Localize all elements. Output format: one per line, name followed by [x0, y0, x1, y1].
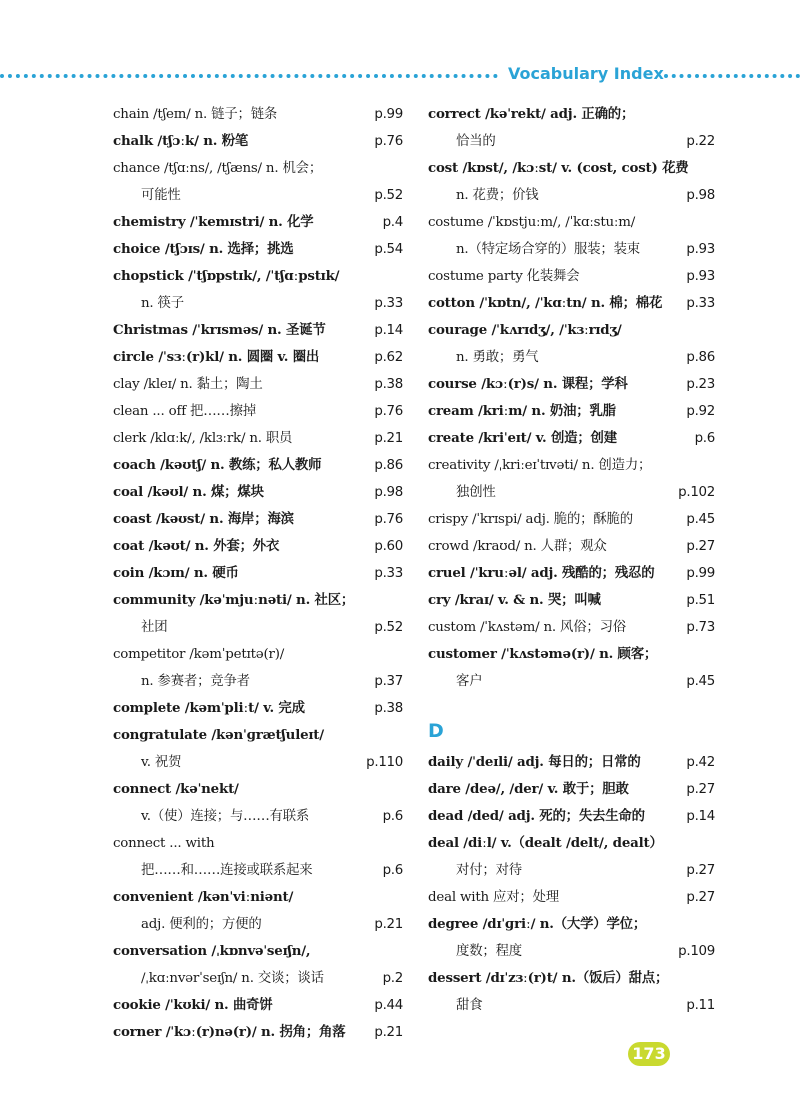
- vocab-page-ref: p.51: [686, 593, 715, 608]
- vocab-page-ref: p.110: [366, 755, 403, 770]
- vocab-page-ref: p.21: [374, 431, 403, 446]
- vocab-entry-text: crispy /ˈkrɪspi/ adj. 脆的；酥脆的: [428, 512, 633, 527]
- vocab-entry-text: connect ... with: [113, 836, 215, 851]
- vocab-entry-line: [428, 992, 715, 1019]
- vocab-entry-line: [428, 614, 715, 641]
- vocab-entry-line: [428, 263, 715, 290]
- vocab-entry-text: coin /kɔɪn/ n. 硬币: [113, 565, 239, 581]
- vocab-entry-text: chain /tʃeɪn/ n. 链子；链条: [113, 107, 278, 122]
- vocab-page-ref: p.76: [374, 134, 403, 149]
- vocab-entry-text: correct /kəˈrekt/ adj. 正确的；: [428, 106, 635, 122]
- vocab-entry-line: [113, 479, 403, 506]
- vocab-page-ref: p.45: [686, 512, 715, 527]
- vocab-entry-line: [428, 533, 715, 560]
- vocab-entry-text: 可能性: [141, 188, 181, 203]
- vocab-entry-text: chemistry /ˈkemɪstri/ n. 化学: [113, 214, 314, 230]
- vocab-page-ref: p.27: [686, 863, 715, 878]
- vocab-entry-line: [113, 776, 403, 803]
- vocab-page-ref: p.14: [374, 323, 403, 338]
- vocab-page-ref: p.2: [382, 971, 403, 986]
- vocab-entry-text: 恰当的: [456, 134, 496, 149]
- vocab-entry-line: [113, 992, 403, 1019]
- vocab-entry-line: [113, 857, 403, 884]
- vocab-entry-text: congratulate /kənˈɡrætʃuleɪt/: [113, 727, 324, 743]
- vocab-entry-text: dare /deə/, /der/ v. 敢于；胆敢: [428, 781, 629, 797]
- vocab-entry-line: [113, 560, 403, 587]
- vocab-entry-text: coach /kəʊtʃ/ n. 教练；私人教师: [113, 457, 322, 473]
- vocab-entry-line: [113, 236, 403, 263]
- vocab-entry-line: [428, 506, 715, 533]
- vocab-entry-line: [113, 722, 403, 749]
- vocab-page-ref: p.21: [374, 1025, 403, 1040]
- vocab-entry-text: /ˌkɑːnvərˈseɪʃn/ n. 交谈；谈话: [141, 971, 324, 986]
- vocab-entry-line: [113, 911, 403, 938]
- vocab-page-ref: p.27: [686, 539, 715, 554]
- vocab-entry-text: Christmas /ˈkrɪsməs/ n. 圣诞节: [113, 322, 326, 338]
- vocab-entry-text: dead /ded/ adj. 死的；失去生命的: [428, 808, 645, 824]
- vocab-page-ref: p.86: [686, 350, 715, 365]
- vocab-entry-line: [428, 749, 715, 776]
- vocab-page-ref: p.21: [374, 917, 403, 932]
- vocab-entry-text: deal with 应对；处理: [428, 890, 559, 905]
- vocab-entry-text: customer /ˈkʌstəmə(r)/ n. 顾客；: [428, 646, 658, 662]
- vocab-entry-text: 对付；对待: [456, 863, 522, 878]
- vocab-page-ref: p.6: [382, 863, 403, 878]
- vocab-page-ref: p.22: [686, 134, 715, 149]
- vocab-entry-text: costume party 化装舞会: [428, 269, 580, 284]
- vocab-entry-line: [113, 128, 403, 155]
- vocab-page-ref: p.62: [374, 350, 403, 365]
- vocab-entry-text: degree /dɪˈɡriː/ n.（大学）学位；: [428, 916, 647, 932]
- vocab-page-ref: p.98: [686, 188, 715, 203]
- vocab-entry-line: [428, 803, 715, 830]
- vocab-page-ref: p.99: [686, 566, 715, 581]
- vocab-entry-text: community /kəˈmjuːnəti/ n. 社区；: [113, 592, 355, 608]
- vocab-entry-text: n. 勇敢；勇气: [456, 350, 539, 365]
- vocab-entry-text: corner /ˈkɔː(r)nə(r)/ n. 拐角；角落: [113, 1024, 346, 1040]
- vocab-entry-line: [113, 371, 403, 398]
- vocab-entry-text: dessert /dɪˈzɜː(r)t/ n.（饭后）甜点；: [428, 970, 669, 986]
- vocab-entry-text: competitor /kəmˈpetɪtə(r)/: [113, 647, 285, 662]
- vocab-page-ref: p.6: [694, 431, 715, 446]
- vocab-entry-line: [113, 695, 403, 722]
- vocab-entry-text: create /kriˈeɪt/ v. 创造；创建: [428, 430, 617, 446]
- vocab-page-ref: p.54: [374, 242, 403, 257]
- vocab-entry-text: cookie /ˈkʊki/ n. 曲奇饼: [113, 997, 273, 1013]
- vocab-page-ref: p.4: [382, 215, 403, 230]
- vocab-entry-line: [428, 182, 715, 209]
- vocab-entry-line: [428, 587, 715, 614]
- vocab-page-ref: p.27: [686, 782, 715, 797]
- page-number-badge: 173: [628, 1042, 670, 1066]
- vocab-entry-line: [113, 803, 403, 830]
- vocab-entry-line: [428, 641, 715, 668]
- vocab-entry-line: [113, 587, 403, 614]
- vocab-page-ref: p.92: [686, 404, 715, 419]
- vocab-entry-line: [428, 857, 715, 884]
- vocab-entry-text: 度数；程度: [456, 944, 522, 959]
- vocab-entry-line: [428, 668, 715, 695]
- vocab-page-ref: p.37: [374, 674, 403, 689]
- vocab-page-ref: p.6: [382, 809, 403, 824]
- vocab-entry-line: [428, 128, 715, 155]
- vocab-page-ref: p.86: [374, 458, 403, 473]
- vocab-page-ref: p.93: [686, 269, 715, 284]
- vocab-entry-line: [113, 263, 403, 290]
- vocab-entry-text: cotton /ˈkɒtn/, /ˈkɑːtn/ n. 棉；棉花: [428, 295, 663, 311]
- vocab-page-ref: p.76: [374, 512, 403, 527]
- vocab-entry-line: [113, 965, 403, 992]
- vocab-entry-line: [113, 182, 403, 209]
- vocab-page-ref: p.98: [374, 485, 403, 500]
- vocab-page-ref: p.44: [374, 998, 403, 1013]
- vocab-entry-text: chopstick /ˈtʃɒpstɪk/, /ˈtʃɑːpstɪk/: [113, 268, 340, 284]
- vocab-entry-line: [113, 155, 403, 182]
- vocab-entry-line: [428, 290, 715, 317]
- vocab-entry-text: complete /kəmˈpliːt/ v. 完成: [113, 700, 305, 716]
- vocab-entry-text: v.（使）连接；与……有联系: [141, 809, 310, 824]
- vocab-entry-line: [428, 965, 715, 992]
- vocab-entry-line: [428, 425, 715, 452]
- vocab-entry-text: clean ... off 把……擦掉: [113, 404, 256, 419]
- vocab-page-ref: p.60: [374, 539, 403, 554]
- vocab-entry-line: [428, 938, 715, 965]
- vocab-entry-line: [428, 317, 715, 344]
- vocab-page-ref: p.23: [686, 377, 715, 392]
- vocab-entry-text: custom /ˈkʌstəm/ n. 风俗；习俗: [428, 620, 626, 635]
- vocab-entry-line: [113, 830, 403, 857]
- vocab-entry-line: [113, 506, 403, 533]
- vocab-entry-line: [113, 101, 403, 128]
- vocab-entry-line: [428, 101, 715, 128]
- vocab-entry-line: [113, 1019, 403, 1046]
- header-dotted-rule-left: [0, 74, 498, 78]
- vocab-entry-text: chalk /tʃɔːk/ n. 粉笔: [113, 133, 249, 149]
- vocab-entry-line: [428, 911, 715, 938]
- vocab-entry-text: choice /tʃɔɪs/ n. 选择；挑选: [113, 241, 294, 257]
- vocab-entry-text: cry /kraɪ/ v. & n. 哭；叫喊: [428, 592, 601, 608]
- vocab-entry-text: costume /ˈkɒstjuːm/, /ˈkɑːstuːm/: [428, 215, 636, 230]
- vocab-entry-line: [428, 236, 715, 263]
- vocab-entry-line: [428, 830, 715, 857]
- right-column: [428, 101, 715, 1019]
- vocab-page-ref: p.14: [686, 809, 715, 824]
- vocab-entry-text: convenient /kənˈviːniənt/: [113, 889, 294, 905]
- vocab-page-ref: p.109: [678, 944, 715, 959]
- vocab-entry-text: coat /kəʊt/ n. 外套；外衣: [113, 538, 280, 554]
- vocab-entry-text: 把……和……连接或联系起来: [141, 863, 313, 878]
- left-column: [113, 101, 403, 1046]
- vocab-page-ref: p.99: [374, 107, 403, 122]
- vocab-page-ref: p.73: [686, 620, 715, 635]
- vocab-entry-text: v. 祝贺: [141, 755, 182, 770]
- vocab-entry-text: n.（特定场合穿的）服装；装束: [456, 242, 640, 257]
- vocab-entry-text: chance /tʃɑːns/, /tʃæns/ n. 机会；: [113, 161, 323, 176]
- vocab-entry-text: crowd /kraʊd/ n. 人群；观众: [428, 539, 607, 554]
- header-title: Vocabulary Index: [508, 64, 664, 83]
- vocab-page-ref: p.45: [686, 674, 715, 689]
- vocab-entry-line: [428, 209, 715, 236]
- vocab-entry-line: [428, 155, 715, 182]
- vocab-page-ref: p.38: [374, 701, 403, 716]
- vocab-entry-text: n. 花费；价钱: [456, 188, 539, 203]
- vocab-entry-text: clerk /klɑːk/, /klɜːrk/ n. 职员: [113, 431, 293, 446]
- vocab-entry-text: n. 参赛者；竞争者: [141, 674, 250, 689]
- vocab-page-ref: p.52: [374, 620, 403, 635]
- vocab-entry-line: [113, 344, 403, 371]
- vocab-entry-text: cruel /ˈkruːəl/ adj. 残酷的；残忍的: [428, 565, 655, 581]
- vocab-entry-line: [113, 938, 403, 965]
- vocab-page-ref: p.38: [374, 377, 403, 392]
- vocab-entry-line: [113, 884, 403, 911]
- vocab-entry-text: courage /ˈkʌrɪdʒ/, /ˈkɜːrɪdʒ/: [428, 322, 622, 338]
- vocab-entry-line: [113, 290, 403, 317]
- header-dotted-rule-right: [664, 74, 800, 78]
- vocab-entry-line: [113, 209, 403, 236]
- vocab-page-ref: p.33: [686, 296, 715, 311]
- vocab-entry-text: coast /kəʊst/ n. 海岸；海滨: [113, 511, 294, 527]
- vocab-entry-text: 客户: [456, 674, 483, 689]
- vocab-page-ref: p.42: [686, 755, 715, 770]
- vocab-page-ref: p.102: [678, 485, 715, 500]
- vocab-entry-line: [428, 452, 715, 479]
- vocab-entry-line: [428, 776, 715, 803]
- vocab-page-ref: p.33: [374, 566, 403, 581]
- vocab-entry-line: [113, 668, 403, 695]
- vocab-entry-line: [428, 884, 715, 911]
- vocab-page-ref: p.27: [686, 890, 715, 905]
- vocab-entry-line: [113, 641, 403, 668]
- vocab-entry-line: [113, 614, 403, 641]
- vocab-entry-line: [428, 479, 715, 506]
- vocab-entry-text: clay /kleɪ/ n. 黏土；陶土: [113, 377, 263, 392]
- vocab-entry-text: n. 筷子: [141, 296, 184, 311]
- vocab-entry-text: deal /diːl/ v.（dealt /delt/, dealt）: [428, 835, 663, 851]
- vocab-entry-line: [428, 344, 715, 371]
- vocab-entry-line: [113, 398, 403, 425]
- vocab-page-ref: p.93: [686, 242, 715, 257]
- vocab-entry-text: conversation /ˌkɒnvəˈseɪʃn/,: [113, 943, 311, 959]
- vocab-entry-line: [428, 560, 715, 587]
- vocab-entry-text: course /kɔː(r)s/ n. 课程；学科: [428, 376, 628, 392]
- vocab-page-ref: p.52: [374, 188, 403, 203]
- page-header: [0, 62, 800, 88]
- vocab-entry-text: 甜食: [456, 998, 483, 1013]
- section-heading-d: D: [428, 720, 444, 742]
- vocab-entry-line: [113, 317, 403, 344]
- vocab-entry-text: creativity /ˌkriːeɪˈtɪvəti/ n. 创造力；: [428, 458, 652, 473]
- vocab-entry-line: [113, 425, 403, 452]
- vocab-entry-text: circle /ˈsɜː(r)kl/ n. 圆圈 v. 圈出: [113, 349, 320, 365]
- vocab-entry-text: cream /kriːm/ n. 奶油；乳脂: [428, 403, 616, 419]
- vocab-entry-line: [428, 398, 715, 425]
- vocab-entry-text: 独创性: [456, 485, 496, 500]
- vocab-page-ref: p.33: [374, 296, 403, 311]
- vocab-entry-line: [428, 371, 715, 398]
- vocab-entry-text: coal /kəʊl/ n. 煤；煤块: [113, 484, 264, 500]
- vocab-entry-line: [113, 533, 403, 560]
- vocab-page-ref: p.76: [374, 404, 403, 419]
- vocab-entry-line: [113, 452, 403, 479]
- vocab-entry-line: [113, 749, 403, 776]
- vocab-entry-text: daily /ˈdeɪli/ adj. 每日的；日常的: [428, 754, 641, 770]
- vocab-entry-text: adj. 便利的；方便的: [141, 917, 262, 932]
- vocab-entry-text: connect /kəˈnekt/: [113, 781, 239, 797]
- vocab-entry-text: 社团: [141, 620, 168, 635]
- vocab-entry-text: cost /kɒst/, /kɔːst/ v. (cost, cost) 花费: [428, 160, 689, 176]
- vocab-page-ref: p.11: [686, 998, 715, 1013]
